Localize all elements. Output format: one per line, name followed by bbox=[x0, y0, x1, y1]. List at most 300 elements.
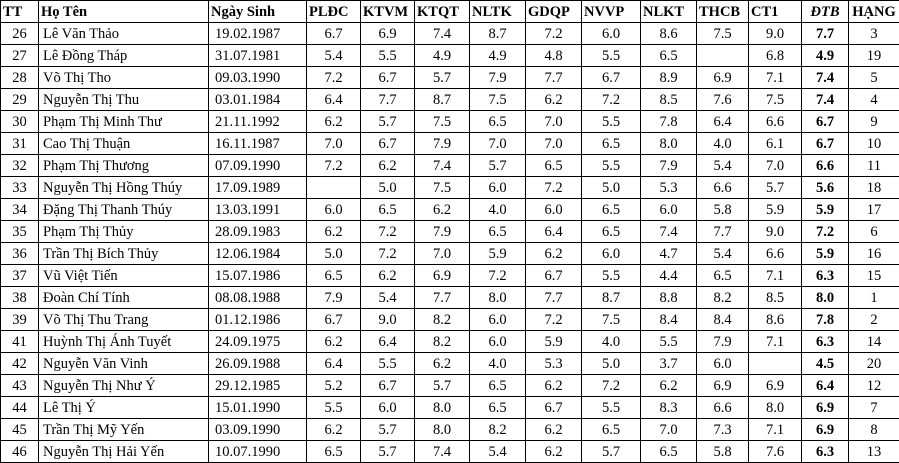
cell-dtb: 7.8 bbox=[802, 309, 849, 331]
cell-dob: 29.12.1985 bbox=[209, 375, 307, 397]
cell-rank: 13 bbox=[849, 441, 899, 463]
cell-dtb: 8.0 bbox=[802, 287, 849, 309]
cell-ktqt: 6.9 bbox=[415, 265, 470, 287]
cell-ktqt: 8.2 bbox=[415, 331, 470, 353]
table-row bbox=[1, 309, 899, 331]
cell-ct1: 7.0 bbox=[749, 155, 802, 177]
cell-ct1: 9.0 bbox=[749, 23, 802, 45]
cell-nltk: 8.2 bbox=[470, 419, 526, 441]
cell-pldc: 6.2 bbox=[307, 111, 361, 133]
cell-ktqt: 6.2 bbox=[415, 199, 470, 221]
cell-name: Nguyễn Thị Hải Yến bbox=[39, 441, 209, 463]
cell-dtb: 6.3 bbox=[802, 265, 849, 287]
cell-name: Lê Văn Thảo bbox=[39, 23, 209, 45]
cell-dob: 19.02.1987 bbox=[209, 23, 307, 45]
cell-tt: 42 bbox=[1, 353, 39, 375]
cell-nlkt: 5.5 bbox=[641, 331, 697, 353]
cell-dob: 31.07.1981 bbox=[209, 45, 307, 67]
cell-dtb: 7.4 bbox=[802, 67, 849, 89]
cell-gdqp: 6.7 bbox=[526, 265, 582, 287]
table-row bbox=[1, 45, 899, 67]
cell-thcb: 6.5 bbox=[697, 265, 749, 287]
cell-dtb: 6.3 bbox=[802, 331, 849, 353]
cell-pldc: 6.4 bbox=[307, 89, 361, 111]
table-row bbox=[1, 243, 899, 265]
cell-dtb: 5.6 bbox=[802, 177, 849, 199]
cell-ktvm: 6.7 bbox=[361, 375, 415, 397]
cell-rank: 3 bbox=[849, 23, 899, 45]
col-header-nvvp: NVVP bbox=[582, 1, 641, 23]
cell-tt: 43 bbox=[1, 375, 39, 397]
cell-gdqp: 6.2 bbox=[526, 243, 582, 265]
cell-dob: 08.08.1988 bbox=[209, 287, 307, 309]
cell-dob: 15.01.1990 bbox=[209, 397, 307, 419]
col-header-rank: HẠNG bbox=[849, 1, 899, 23]
cell-nlkt: 8.3 bbox=[641, 397, 697, 419]
cell-nvvp: 8.7 bbox=[582, 287, 641, 309]
cell-ct1: 7.1 bbox=[749, 331, 802, 353]
cell-thcb: 8.2 bbox=[697, 287, 749, 309]
cell-pldc: 7.9 bbox=[307, 287, 361, 309]
cell-nlkt: 6.0 bbox=[641, 199, 697, 221]
cell-gdqp: 6.2 bbox=[526, 375, 582, 397]
col-header-nlkt: NLKT bbox=[641, 1, 697, 23]
cell-gdqp: 7.0 bbox=[526, 133, 582, 155]
cell-name: Nguyễn Thị Thu bbox=[39, 89, 209, 111]
cell-thcb: 7.7 bbox=[697, 221, 749, 243]
cell-ktqt: 8.0 bbox=[415, 419, 470, 441]
cell-ktvm: 6.0 bbox=[361, 397, 415, 419]
cell-pldc: 7.0 bbox=[307, 133, 361, 155]
cell-pldc: 7.2 bbox=[307, 155, 361, 177]
cell-thcb: 7.9 bbox=[697, 331, 749, 353]
cell-ktqt: 5.7 bbox=[415, 375, 470, 397]
cell-dob: 09.03.1990 bbox=[209, 67, 307, 89]
cell-ktqt: 7.9 bbox=[415, 133, 470, 155]
cell-tt: 30 bbox=[1, 111, 39, 133]
table-row bbox=[1, 397, 899, 419]
cell-dtb: 6.6 bbox=[802, 155, 849, 177]
cell-gdqp: 7.2 bbox=[526, 177, 582, 199]
cell-name: Phạm Thị Thủy bbox=[39, 221, 209, 243]
cell-ktvm: 9.0 bbox=[361, 309, 415, 331]
cell-dob: 10.07.1990 bbox=[209, 441, 307, 463]
cell-nvvp: 6.5 bbox=[582, 199, 641, 221]
cell-ktvm: 5.7 bbox=[361, 419, 415, 441]
table-row bbox=[1, 265, 899, 287]
cell-pldc: 7.2 bbox=[307, 67, 361, 89]
col-header-pldc: PLĐC bbox=[307, 1, 361, 23]
cell-thcb: 4.0 bbox=[697, 133, 749, 155]
cell-name: Cao Thị Thuận bbox=[39, 133, 209, 155]
cell-dtb: 7.4 bbox=[802, 89, 849, 111]
cell-name: Võ Thị Tho bbox=[39, 67, 209, 89]
table-row bbox=[1, 67, 899, 89]
cell-dob: 07.09.1990 bbox=[209, 155, 307, 177]
cell-name: Nguyễn Thị Như Ý bbox=[39, 375, 209, 397]
cell-ktvm: 5.5 bbox=[361, 353, 415, 375]
table-row bbox=[1, 199, 899, 221]
cell-nltk: 7.2 bbox=[470, 265, 526, 287]
cell-nvvp: 7.2 bbox=[582, 89, 641, 111]
cell-ktqt: 7.9 bbox=[415, 221, 470, 243]
cell-ktvm: 6.7 bbox=[361, 67, 415, 89]
cell-ct1 bbox=[749, 353, 802, 375]
cell-nltk: 6.0 bbox=[470, 309, 526, 331]
cell-pldc: 6.2 bbox=[307, 221, 361, 243]
cell-dob: 01.12.1986 bbox=[209, 309, 307, 331]
cell-dob: 03.01.1984 bbox=[209, 89, 307, 111]
cell-nlkt: 8.9 bbox=[641, 67, 697, 89]
cell-nlkt: 4.7 bbox=[641, 243, 697, 265]
table-row bbox=[1, 111, 899, 133]
col-header-nltk: NLTK bbox=[470, 1, 526, 23]
cell-ct1: 8.5 bbox=[749, 287, 802, 309]
cell-tt: 44 bbox=[1, 397, 39, 419]
cell-ktvm: 7.2 bbox=[361, 221, 415, 243]
cell-thcb: 6.6 bbox=[697, 177, 749, 199]
table-row bbox=[1, 353, 899, 375]
cell-ktqt: 8.2 bbox=[415, 309, 470, 331]
cell-ktvm: 7.2 bbox=[361, 243, 415, 265]
cell-ktqt: 8.0 bbox=[415, 397, 470, 419]
cell-rank: 16 bbox=[849, 243, 899, 265]
cell-nlkt: 7.0 bbox=[641, 419, 697, 441]
table-row bbox=[1, 419, 899, 441]
cell-dtb: 4.5 bbox=[802, 353, 849, 375]
cell-nvvp: 5.5 bbox=[582, 397, 641, 419]
cell-name: Phạm Thị Minh Thư bbox=[39, 111, 209, 133]
cell-nlkt: 6.5 bbox=[641, 441, 697, 463]
cell-thcb bbox=[697, 45, 749, 67]
cell-dtb: 6.9 bbox=[802, 419, 849, 441]
cell-tt: 35 bbox=[1, 221, 39, 243]
table-row bbox=[1, 375, 899, 397]
cell-nltk: 6.0 bbox=[470, 331, 526, 353]
cell-thcb: 5.8 bbox=[697, 441, 749, 463]
cell-tt: 31 bbox=[1, 133, 39, 155]
table-row bbox=[1, 287, 899, 309]
cell-nltk: 6.5 bbox=[470, 375, 526, 397]
col-header-name: Họ Tên bbox=[39, 1, 209, 23]
cell-name: Vũ Việt Tiến bbox=[39, 265, 209, 287]
cell-ktvm: 7.7 bbox=[361, 89, 415, 111]
cell-rank: 2 bbox=[849, 309, 899, 331]
cell-ct1: 8.0 bbox=[749, 397, 802, 419]
cell-rank: 18 bbox=[849, 177, 899, 199]
cell-nlkt: 5.3 bbox=[641, 177, 697, 199]
cell-rank: 4 bbox=[849, 89, 899, 111]
cell-nvvp: 5.0 bbox=[582, 353, 641, 375]
cell-gdqp: 6.7 bbox=[526, 397, 582, 419]
cell-ktvm: 6.4 bbox=[361, 331, 415, 353]
cell-dtb: 6.4 bbox=[802, 375, 849, 397]
cell-thcb: 5.4 bbox=[697, 243, 749, 265]
cell-ct1: 7.5 bbox=[749, 89, 802, 111]
header-row bbox=[1, 1, 899, 23]
cell-tt: 32 bbox=[1, 155, 39, 177]
cell-thcb: 7.3 bbox=[697, 419, 749, 441]
cell-dob: 26.09.1988 bbox=[209, 353, 307, 375]
cell-nltk: 6.5 bbox=[470, 221, 526, 243]
cell-nvvp: 6.0 bbox=[582, 23, 641, 45]
cell-name: Phạm Thị Thương bbox=[39, 155, 209, 177]
cell-ktvm: 6.7 bbox=[361, 133, 415, 155]
cell-gdqp: 6.5 bbox=[526, 155, 582, 177]
col-header-dob: Ngày Sinh bbox=[209, 1, 307, 23]
cell-nlkt: 7.8 bbox=[641, 111, 697, 133]
cell-rank: 8 bbox=[849, 419, 899, 441]
cell-nltk: 4.0 bbox=[470, 353, 526, 375]
cell-thcb: 5.4 bbox=[697, 155, 749, 177]
cell-rank: 10 bbox=[849, 133, 899, 155]
cell-ktqt: 7.7 bbox=[415, 287, 470, 309]
cell-nltk: 7.0 bbox=[470, 133, 526, 155]
table-body bbox=[1, 23, 899, 463]
cell-thcb: 6.0 bbox=[697, 353, 749, 375]
cell-nvvp: 6.5 bbox=[582, 221, 641, 243]
cell-ct1: 6.6 bbox=[749, 111, 802, 133]
cell-ct1: 6.1 bbox=[749, 133, 802, 155]
cell-name: Nguyễn Thị Hồng Thúy bbox=[39, 177, 209, 199]
cell-ktqt: 7.5 bbox=[415, 111, 470, 133]
cell-gdqp: 7.2 bbox=[526, 23, 582, 45]
table-row bbox=[1, 221, 899, 243]
cell-pldc: 6.7 bbox=[307, 23, 361, 45]
cell-gdqp: 7.2 bbox=[526, 309, 582, 331]
cell-dtb: 7.7 bbox=[802, 23, 849, 45]
cell-ktvm: 5.5 bbox=[361, 45, 415, 67]
cell-nlkt: 6.2 bbox=[641, 375, 697, 397]
cell-ktqt: 6.2 bbox=[415, 353, 470, 375]
cell-rank: 9 bbox=[849, 111, 899, 133]
cell-ct1: 9.0 bbox=[749, 221, 802, 243]
cell-nvvp: 5.5 bbox=[582, 45, 641, 67]
cell-dob: 17.09.1989 bbox=[209, 177, 307, 199]
cell-ct1: 7.1 bbox=[749, 67, 802, 89]
cell-pldc: 6.2 bbox=[307, 331, 361, 353]
table-row bbox=[1, 133, 899, 155]
cell-nlkt: 8.8 bbox=[641, 287, 697, 309]
cell-gdqp: 7.7 bbox=[526, 67, 582, 89]
cell-nltk: 4.9 bbox=[470, 45, 526, 67]
cell-ct1: 8.6 bbox=[749, 309, 802, 331]
cell-nltk: 7.9 bbox=[470, 67, 526, 89]
cell-dob: 24.09.1975 bbox=[209, 331, 307, 353]
col-header-ktqt: KTQT bbox=[415, 1, 470, 23]
cell-dob: 13.03.1991 bbox=[209, 199, 307, 221]
cell-ktvm: 5.7 bbox=[361, 441, 415, 463]
cell-nvvp: 7.2 bbox=[582, 375, 641, 397]
cell-ktqt: 7.4 bbox=[415, 441, 470, 463]
cell-nltk: 5.9 bbox=[470, 243, 526, 265]
cell-rank: 5 bbox=[849, 67, 899, 89]
table-row bbox=[1, 177, 899, 199]
cell-dtb: 6.7 bbox=[802, 133, 849, 155]
cell-dob: 03.09.1990 bbox=[209, 419, 307, 441]
cell-tt: 46 bbox=[1, 441, 39, 463]
cell-ktvm: 6.2 bbox=[361, 155, 415, 177]
cell-ktvm: 6.9 bbox=[361, 23, 415, 45]
cell-thcb: 7.5 bbox=[697, 23, 749, 45]
cell-rank: 7 bbox=[849, 397, 899, 419]
col-header-tt: TT bbox=[1, 1, 39, 23]
cell-gdqp: 6.2 bbox=[526, 89, 582, 111]
cell-gdqp: 7.0 bbox=[526, 111, 582, 133]
cell-tt: 26 bbox=[1, 23, 39, 45]
cell-tt: 38 bbox=[1, 287, 39, 309]
cell-thcb: 6.9 bbox=[697, 67, 749, 89]
cell-nvvp: 5.0 bbox=[582, 177, 641, 199]
cell-nvvp: 4.0 bbox=[582, 331, 641, 353]
cell-thcb: 5.8 bbox=[697, 199, 749, 221]
cell-rank: 15 bbox=[849, 265, 899, 287]
cell-tt: 29 bbox=[1, 89, 39, 111]
cell-pldc: 5.0 bbox=[307, 243, 361, 265]
cell-nltk: 7.5 bbox=[470, 89, 526, 111]
cell-pldc: 6.4 bbox=[307, 353, 361, 375]
cell-tt: 34 bbox=[1, 199, 39, 221]
cell-pldc bbox=[307, 177, 361, 199]
cell-rank: 6 bbox=[849, 221, 899, 243]
cell-pldc: 5.5 bbox=[307, 397, 361, 419]
cell-nlkt: 6.5 bbox=[641, 45, 697, 67]
cell-tt: 28 bbox=[1, 67, 39, 89]
cell-ktqt: 4.9 bbox=[415, 45, 470, 67]
cell-dob: 28.09.1983 bbox=[209, 221, 307, 243]
cell-dtb: 5.9 bbox=[802, 243, 849, 265]
cell-gdqp: 6.4 bbox=[526, 221, 582, 243]
cell-rank: 14 bbox=[849, 331, 899, 353]
cell-rank: 1 bbox=[849, 287, 899, 309]
cell-pldc: 6.7 bbox=[307, 309, 361, 331]
cell-nltk: 5.7 bbox=[470, 155, 526, 177]
col-header-ktvm: KTVM bbox=[361, 1, 415, 23]
cell-name: Đặng Thị Thanh Thúy bbox=[39, 199, 209, 221]
cell-tt: 41 bbox=[1, 331, 39, 353]
cell-dtb: 6.3 bbox=[802, 441, 849, 463]
cell-gdqp: 6.2 bbox=[526, 441, 582, 463]
cell-nlkt: 7.9 bbox=[641, 155, 697, 177]
col-header-dtb: ĐTB bbox=[802, 1, 849, 23]
cell-nltk: 8.0 bbox=[470, 287, 526, 309]
cell-gdqp: 6.0 bbox=[526, 199, 582, 221]
cell-thcb: 6.9 bbox=[697, 375, 749, 397]
cell-ktqt: 7.5 bbox=[415, 177, 470, 199]
cell-name: Đoàn Chí Tính bbox=[39, 287, 209, 309]
cell-nlkt: 8.5 bbox=[641, 89, 697, 111]
cell-nltk: 6.5 bbox=[470, 397, 526, 419]
cell-nvvp: 7.5 bbox=[582, 309, 641, 331]
cell-nltk: 8.7 bbox=[470, 23, 526, 45]
cell-nlkt: 7.4 bbox=[641, 221, 697, 243]
cell-gdqp: 5.3 bbox=[526, 353, 582, 375]
cell-ktqt: 7.0 bbox=[415, 243, 470, 265]
cell-dob: 15.07.1986 bbox=[209, 265, 307, 287]
cell-ktvm: 6.5 bbox=[361, 199, 415, 221]
cell-dtb: 4.9 bbox=[802, 45, 849, 67]
cell-gdqp: 7.7 bbox=[526, 287, 582, 309]
cell-gdqp: 4.8 bbox=[526, 45, 582, 67]
cell-ct1: 7.1 bbox=[749, 265, 802, 287]
cell-gdqp: 5.9 bbox=[526, 331, 582, 353]
cell-name: Trần Thị Mỹ Yến bbox=[39, 419, 209, 441]
cell-nvvp: 5.5 bbox=[582, 155, 641, 177]
cell-ktvm: 5.7 bbox=[361, 111, 415, 133]
table-row bbox=[1, 155, 899, 177]
cell-name: Lê Đồng Tháp bbox=[39, 45, 209, 67]
cell-thcb: 7.6 bbox=[697, 89, 749, 111]
col-header-thcb: THCB bbox=[697, 1, 749, 23]
cell-ct1: 6.8 bbox=[749, 45, 802, 67]
cell-nvvp: 5.5 bbox=[582, 111, 641, 133]
col-header-gdqp: GDQP bbox=[526, 1, 582, 23]
cell-tt: 33 bbox=[1, 177, 39, 199]
cell-tt: 27 bbox=[1, 45, 39, 67]
cell-ktvm: 5.0 bbox=[361, 177, 415, 199]
cell-tt: 45 bbox=[1, 419, 39, 441]
cell-rank: 12 bbox=[849, 375, 899, 397]
cell-tt: 37 bbox=[1, 265, 39, 287]
cell-pldc: 6.5 bbox=[307, 441, 361, 463]
cell-pldc: 5.4 bbox=[307, 45, 361, 67]
cell-name: Huỳnh Thị Ánh Tuyết bbox=[39, 331, 209, 353]
cell-name: Trần Thị Bích Thủy bbox=[39, 243, 209, 265]
cell-ct1: 6.9 bbox=[749, 375, 802, 397]
cell-name: Lê Thị Ý bbox=[39, 397, 209, 419]
cell-nvvp: 6.7 bbox=[582, 67, 641, 89]
cell-nlkt: 8.0 bbox=[641, 133, 697, 155]
cell-ktvm: 5.4 bbox=[361, 287, 415, 309]
cell-ktqt: 5.7 bbox=[415, 67, 470, 89]
cell-nvvp: 6.0 bbox=[582, 243, 641, 265]
cell-pldc: 6.5 bbox=[307, 265, 361, 287]
cell-thcb: 6.4 bbox=[697, 111, 749, 133]
cell-pldc: 6.0 bbox=[307, 199, 361, 221]
cell-ktvm: 6.2 bbox=[361, 265, 415, 287]
cell-rank: 11 bbox=[849, 155, 899, 177]
table-row bbox=[1, 441, 899, 463]
cell-dtb: 5.9 bbox=[802, 199, 849, 221]
cell-nlkt: 4.4 bbox=[641, 265, 697, 287]
cell-rank: 19 bbox=[849, 45, 899, 67]
cell-thcb: 8.4 bbox=[697, 309, 749, 331]
cell-nltk: 6.0 bbox=[470, 177, 526, 199]
cell-ct1: 5.9 bbox=[749, 199, 802, 221]
table-row bbox=[1, 89, 899, 111]
cell-nltk: 4.0 bbox=[470, 199, 526, 221]
cell-ct1: 6.6 bbox=[749, 243, 802, 265]
cell-ktqt: 8.7 bbox=[415, 89, 470, 111]
cell-rank: 20 bbox=[849, 353, 899, 375]
cell-nlkt: 3.7 bbox=[641, 353, 697, 375]
cell-dtb: 7.2 bbox=[802, 221, 849, 243]
cell-name: Nguyễn Văn Vinh bbox=[39, 353, 209, 375]
cell-name: Võ Thị Thu Trang bbox=[39, 309, 209, 331]
col-header-ct1: CT1 bbox=[749, 1, 802, 23]
cell-nvvp: 6.5 bbox=[582, 133, 641, 155]
cell-ct1: 7.1 bbox=[749, 419, 802, 441]
cell-nvvp: 5.7 bbox=[582, 441, 641, 463]
cell-gdqp: 6.2 bbox=[526, 419, 582, 441]
cell-dob: 12.06.1984 bbox=[209, 243, 307, 265]
cell-thcb: 6.6 bbox=[697, 397, 749, 419]
cell-nvvp: 5.5 bbox=[582, 265, 641, 287]
cell-nltk: 5.4 bbox=[470, 441, 526, 463]
cell-tt: 36 bbox=[1, 243, 39, 265]
cell-ktqt: 7.4 bbox=[415, 23, 470, 45]
table-row bbox=[1, 23, 899, 45]
